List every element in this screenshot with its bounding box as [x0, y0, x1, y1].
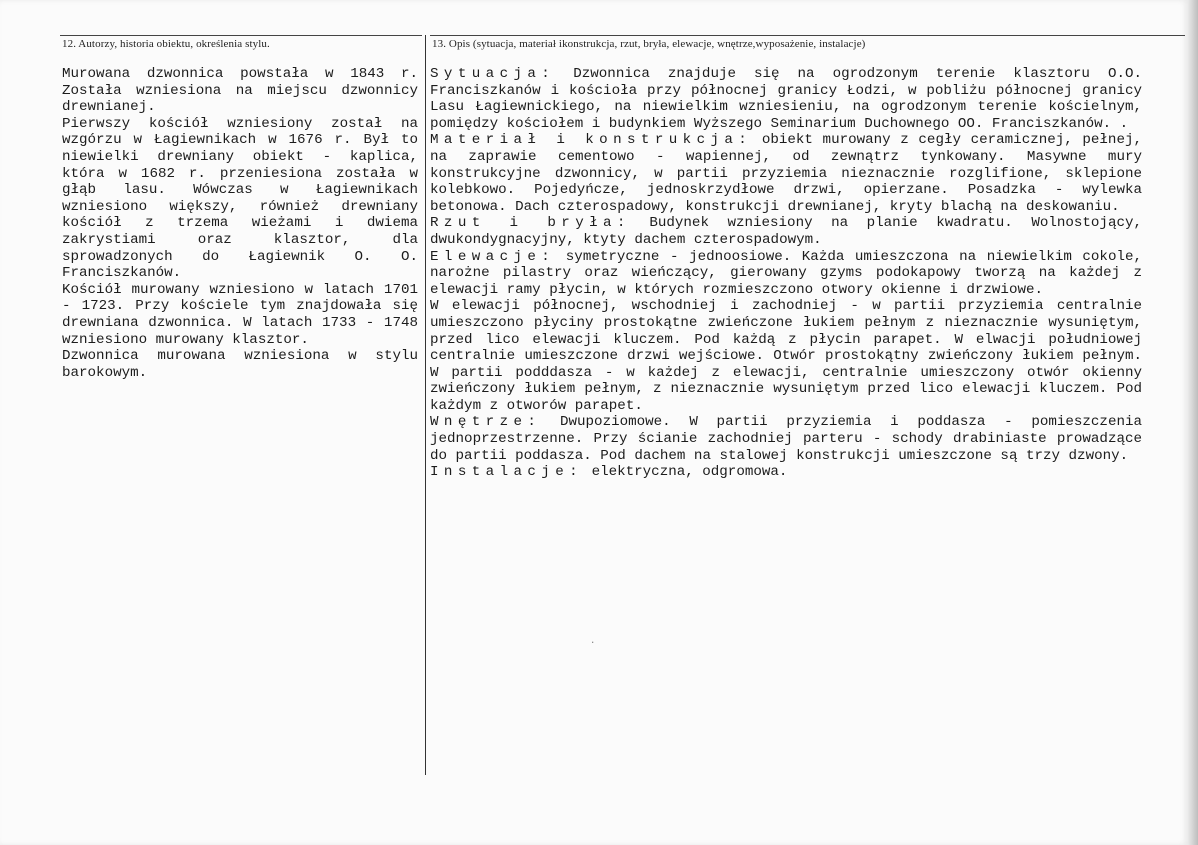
paragraph-label: Sytuacja: [430, 66, 556, 82]
paragraph-text: symetryczne - jednoosiowe. Każda umieszczona na niewielkim cokole, narożne pilastry oraz wieńczący, gierowany gzyms podokapowy tworzą na każdej z elewacji ramy płycin, w których rozmieszczono otwory okienne i drzwiowe. [430, 248, 1143, 298]
paragraph-label: Instalacje: [430, 464, 584, 481]
section-12-heading: 12. Autorzy, historia obiektu, określenia stylu. [62, 38, 270, 50]
header-rule-right [430, 35, 1185, 36]
paragraph-text: W elewacji północnej, wschodniej i zachodniej - w partii przyziemia centralnie umieszczono płyciny prostokątne zwieńczone łukiem pełnym z nieznacznie wysuniętym, przed lico elewacji kluczem. Pod każdą z płycin parapet. W elwacji południowej centralnie umieszczone drzwi wejściowe. Otwór prostokątny zwieńczony łukiem pełnym. W partii podddasza - w każdej z elewacji, centralnie umieszczony otwór okienny zwieńczony łukiem pełnym, z nieznacznie wysuniętym przed lico elewacji kluczem. Pod każdym z otworów parapet. [430, 298, 1142, 414]
paragraph-label: Wnętrze: [430, 414, 542, 431]
paragraph-text: Dwupoziomowe. W partii przyziemia i poddasza - pomieszczenia jednoprzestrzenne. Przy ścianie zachodniej parteru - schody drabiniaste prowadzące do partii poddasza. Pod dachem na stalowej konstrukcji umieszczone są trzy dzwony. [430, 414, 1142, 464]
scan-speck: · [590, 638, 596, 648]
header-rule-left [60, 35, 422, 36]
paragraph-label: Elewacje: [430, 248, 556, 265]
description-column [430, 66, 1142, 481]
paragraph-text: Budynek wzniesiony na planie kwadratu. Wolnostojący, dwukondygnacyjny, ktyty dachem czterospadowym. [430, 215, 1142, 248]
history-paragraph: Murowana dzwonnica powstała w 1843 r. Została wzniesiona na miejscu dzwonnicy drewnianej. [62, 66, 418, 116]
description-wnetrze [430, 414, 1142, 464]
description-material [430, 132, 1142, 215]
paragraph-text: Dzwonnica znajduje się na ogrodzonym terenie klasztoru O.O. Franciszkanów i kościoła przy północnej granicy Łodzi, w pobliżu północnej granicy Lasu Łagiewnickiego, na niewielkim wzniesieniu, na ogrodzonym terenie kościelnym, pomiędzy kościołem i budynkiem Wyższego Seminarium Duchownego OO. Franciszkanów. . [430, 66, 1143, 132]
history-column [62, 66, 418, 381]
description-instalacje [430, 464, 1142, 481]
history-paragraph: Kościół murowany wzniesiono w latach 1701 - 1723. Przy kościele tym znajdowała się drewniana dzwonnica. W latach 1733 - 1748 wzniesiono murowany klasztor. [62, 281, 418, 348]
description-elewacje [430, 249, 1142, 299]
history-paragraph: Dzwonnica murowana wzniesiona w stylu barokowym. [62, 348, 418, 381]
paragraph-label: Rzut i bryła: [430, 215, 631, 232]
description-rzut [430, 215, 1142, 248]
section-13-heading: 13. Opis (sytuacja, materiał ikonstrukcja, rzut, bryła, elewacje, wnętrze,wyposażenie, instalacje) [432, 38, 866, 50]
paragraph-text: obiekt murowany z cegły ceramicznej, pełnej, na zaprawie cementowo - wapiennej, od zewnątrz tynkowany. Masywne mury konstrukcyjne dzwonnicy, w partii przyziemia nieznacznie rozglifione, sklepione kolebkowo. Pojedyńcze, jednoskrzydłowe drzwi, opierzane. Posadzka - wylewka betonowa. Dach czterospadowy, konstrukcji drewnianej, kryty blachą na deskowaniu. [430, 132, 1142, 215]
page-edge [1188, 0, 1198, 845]
column-divider [425, 35, 426, 775]
paragraph-text: elektryczna, odgromowa. [591, 464, 788, 481]
description-sytuacja [430, 66, 1142, 132]
history-paragraph: Pierwszy kościół wzniesiony został na wzgórzu w Łagiewnikach w 1676 r. Był to niewielki drewniany obiekt - kaplica, która w 1682 r. przeniesiona została w głąb lasu. Wówczas w Łagiewnikach wzniesiono większy, również drewniany kościół z trzema wieżami i dwiema zakrystiami oraz klasztor, dla sprowadzonych do Łagiewnik O. O. Franciszkanów. [62, 115, 418, 282]
description-elewacje-detail [430, 298, 1142, 414]
paragraph-label: Materiał i konstrukcja: [430, 132, 753, 149]
